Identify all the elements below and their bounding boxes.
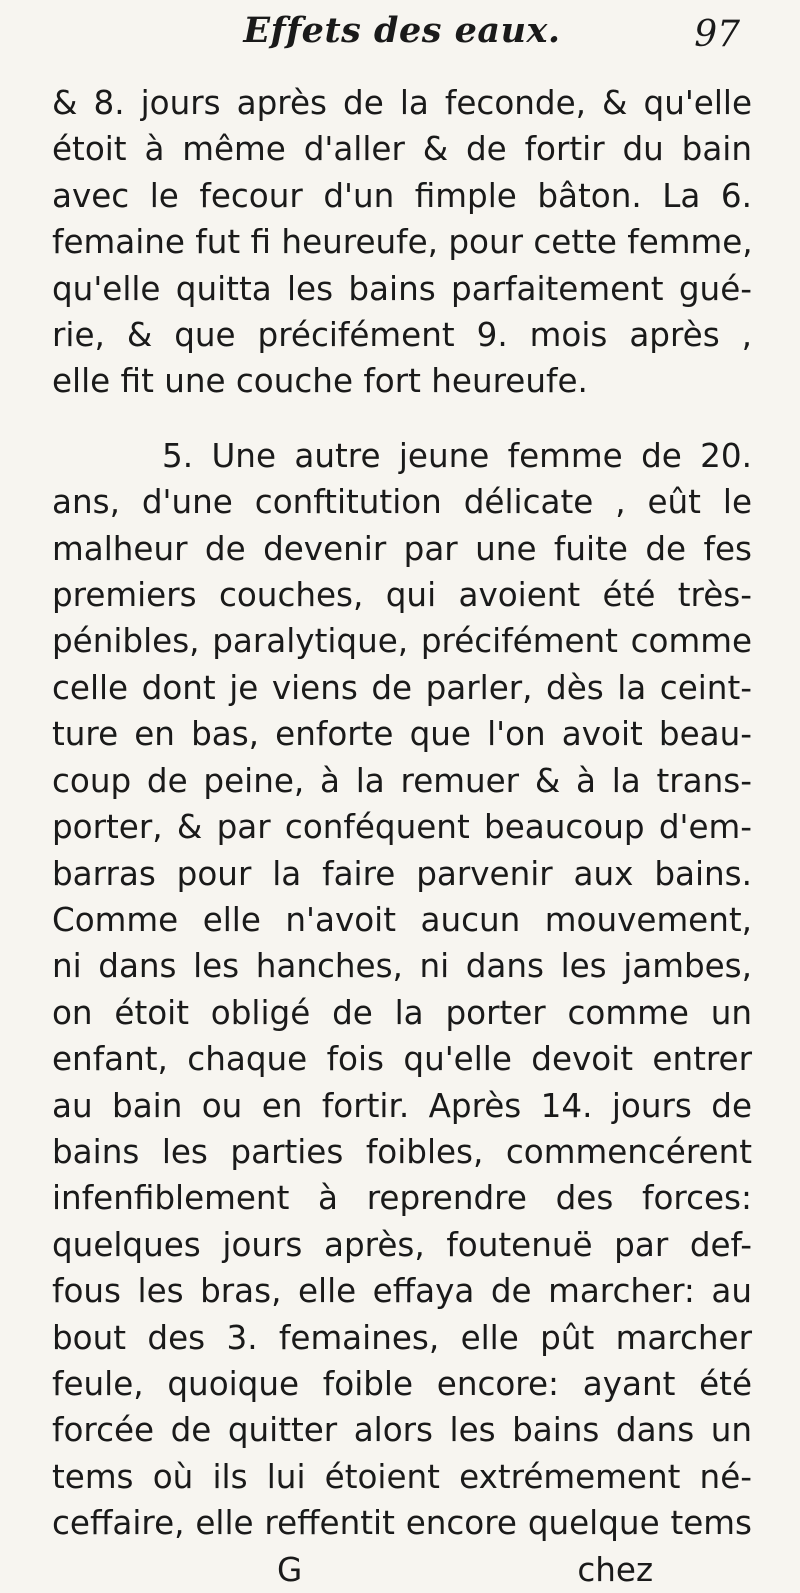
text-line: Comme elle n'avoit aucun mouvement, xyxy=(52,900,752,939)
paragraph-1 xyxy=(52,80,752,405)
text-line: forcée de quitter alors les bains dans un xyxy=(52,1411,752,1450)
page-footer xyxy=(52,1547,752,1593)
page-number: 97 xyxy=(694,14,740,55)
body-text xyxy=(52,80,752,1593)
text-line: porter, & par conféquent beaucoup d'em- xyxy=(52,808,752,847)
text-line: ans, d'une conftitution délicate , eût le xyxy=(52,483,752,522)
text-line: bout des 3. femaines, elle pût marcher xyxy=(52,1318,752,1357)
paragraph-2 xyxy=(52,433,752,1547)
text-line: 5. Une autre jeune femme de 20. xyxy=(162,436,752,475)
catchword: chez xyxy=(577,1550,654,1589)
running-title: Effets des eaux. xyxy=(243,10,561,51)
text-line: rie, & que précifément 9. mois après , xyxy=(52,316,752,355)
text-line: fous les bras, elle effaya de marcher: au xyxy=(52,1272,752,1311)
text-line: celle dont je viens de parler, dès la ceint- xyxy=(52,668,752,707)
text-line: au bain ou en fortir. Après 14. jours de xyxy=(52,1086,752,1125)
text-line: barras pour la faire parvenir aux bains. xyxy=(52,854,752,893)
text-line: enfant, chaque fois qu'elle devoit entrer xyxy=(52,1040,752,1079)
text-line: bains les parties foibles, commencérent xyxy=(52,1132,752,1171)
text-line: quelques jours après, foutenuë par def- xyxy=(52,1225,752,1264)
paragraph-gap xyxy=(52,405,752,433)
text-line: premiers couches, qui avoient été très- xyxy=(52,576,752,615)
text-line: avec le fecour d'un fimple bâton. La 6. xyxy=(52,176,752,215)
text-line: feule, quoique foible encore: ayant été xyxy=(52,1364,752,1403)
text-line: malheur de devenir par une fuite de fes xyxy=(52,529,752,568)
text-line: tems où ils lui étoient extrémement né- xyxy=(52,1457,752,1496)
text-line: ture en bas, enforte que l'on avoit beau- xyxy=(52,715,752,754)
text-line: étoit à même d'aller & de fortir du bain xyxy=(52,130,752,169)
signature-mark: G xyxy=(277,1550,303,1589)
text-line: qu'elle quitta les bains parfaitement gué- xyxy=(52,269,752,308)
text-line: coup de peine, à la remuer & à la trans- xyxy=(52,761,752,800)
text-line: on étoit obligé de la porter comme un xyxy=(52,993,752,1032)
text-line: ni dans les hanches, ni dans les jambes, xyxy=(52,947,752,986)
text-line: infenfiblement à reprendre des forces: xyxy=(52,1179,752,1218)
text-line: ceffaire, elle reffentit encore quelque tems xyxy=(52,1504,752,1543)
running-head xyxy=(52,0,752,80)
text-line: femaine fut fi heureufe, pour cette femme, xyxy=(52,223,753,262)
text-line: elle fit une couche fort heureufe. xyxy=(52,362,588,401)
text-line: pénibles, paralytique, précifément comme xyxy=(52,622,752,661)
text-line: & 8. jours après de la feconde, & qu'elle xyxy=(52,84,752,122)
